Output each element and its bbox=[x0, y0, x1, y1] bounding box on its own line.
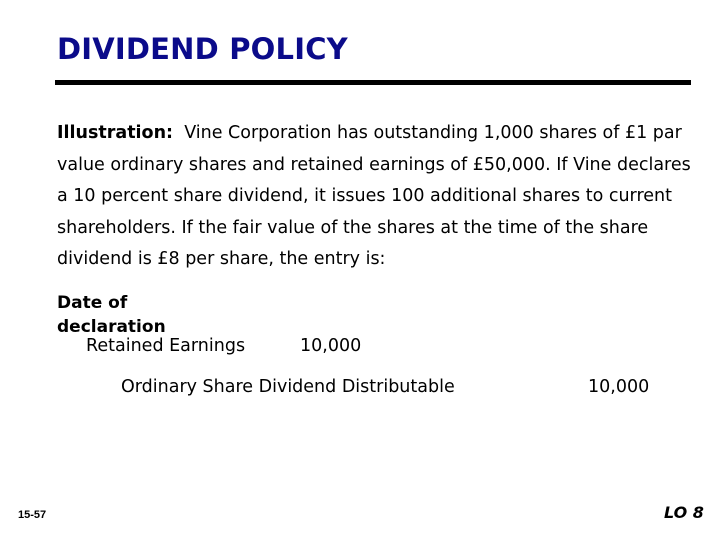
credit-account: Ordinary Share Dividend Distributable bbox=[121, 377, 455, 397]
page-number: 15-57 bbox=[18, 509, 47, 521]
date-label bbox=[57, 291, 166, 339]
debit-account: Retained Earnings bbox=[86, 336, 246, 356]
title-divider bbox=[55, 80, 691, 85]
learning-objective-label: LO 8 bbox=[664, 503, 704, 522]
illustration-paragraph bbox=[57, 118, 697, 276]
credit-amount: 10,000 bbox=[588, 377, 650, 397]
slide-title: DIVIDEND POLICY bbox=[57, 32, 348, 66]
illustration-text: Vine Corporation has outstanding 1,000 shares of £1 par value ordinary shares and retained earnings of £50,000. If Vine declares a 10 percent share dividend, it issues 100 additional shares to current shareholders. If the fair value of the shares at the time of the share dividend is £8 per share, the entry is: bbox=[57, 123, 691, 269]
debit-amount: 10,000 bbox=[300, 336, 362, 356]
date-label-line-2: declaration bbox=[57, 317, 166, 337]
illustration-label: Illustration: bbox=[57, 123, 174, 143]
date-label-line-1: Date of bbox=[57, 293, 128, 313]
